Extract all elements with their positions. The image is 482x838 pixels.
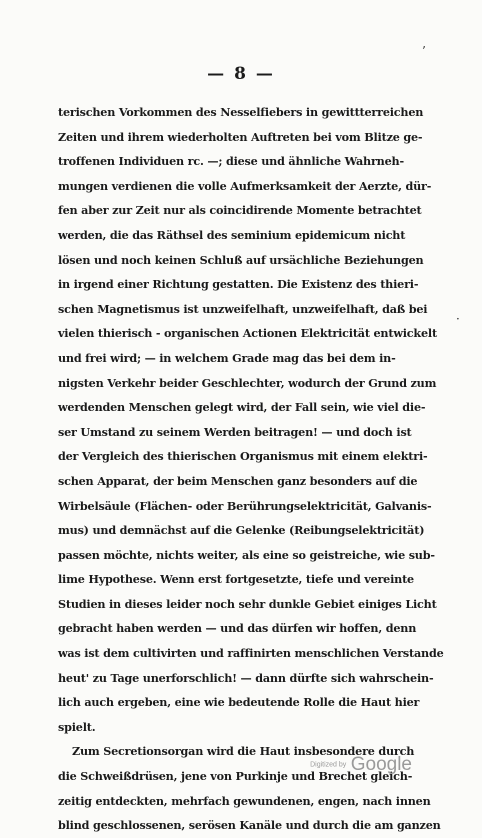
margin-mark: ’ xyxy=(422,44,426,58)
text-line: was ist dem cultivirten und raffinirten menschlichen Verstande xyxy=(58,646,444,661)
text-line: werden, die das Räthsel des seminium epidemicum nicht xyxy=(58,227,406,242)
text-line: ser Umstand zu seinem Werden beitragen! — und doch ist xyxy=(58,424,412,439)
text-line: spielt. xyxy=(58,719,96,734)
google-logo: Google xyxy=(350,754,412,775)
text-line: die Schweißdrüsen, jene von Purkinje und Brechet gleich- xyxy=(58,769,413,784)
text-line: Wirbelsäule (Flächen- oder Berührungselektricität, Galvanis- xyxy=(58,498,432,513)
text-line: Zum Secretionsorgan wird die Haut insbesondere durch xyxy=(72,744,415,759)
text-line: mungen verdienen die volle Aufmerksamkeit der Aerzte, dür- xyxy=(58,178,432,193)
text-line: gebracht haben werden — und das dürfen wir hoffen, denn xyxy=(58,621,417,636)
text-line: heut' zu Tage unerforschlich! — dann dürfte sich wahrschein- xyxy=(58,670,434,685)
text-line: zeitig entdeckten, mehrfach gewundenen, engen, nach innen xyxy=(58,793,431,808)
text-line: lich auch ergeben, eine wie bedeutende Rolle die Haut hier xyxy=(58,695,420,710)
text-line: der Vergleich des thierischen Organismus mit einem elektri- xyxy=(58,449,428,464)
digitization-watermark xyxy=(310,754,412,776)
text-line: schen Apparat, der beim Menschen ganz besonders auf die xyxy=(58,473,418,488)
text-line: Studien in dieses leider noch sehr dunkle Gebiet einiges Licht xyxy=(58,596,437,611)
text-line: schen Magnetismus ist unzweifelhaft, unzweifelhaft, daß bei xyxy=(58,301,428,316)
text-line: vielen thierisch - organischen Actionen Elektricität entwickelt xyxy=(58,326,437,341)
margin-mark: · xyxy=(456,312,460,326)
text-line: Zeiten und ihrem wiederholten Auftreten bei vom Blitze ge- xyxy=(58,129,423,144)
text-line: passen möchte, nichts weiter, als eine so geistreiche, wie sub- xyxy=(58,547,435,562)
page-number: — 8 — xyxy=(207,64,275,84)
watermark-prefix: Digitized by xyxy=(310,761,347,769)
text-line: und frei wird; — in welchem Grade mag das bei dem in- xyxy=(58,350,396,365)
text-line: blind geschlossenen, serösen Kanäle und durch die am ganzen xyxy=(58,818,441,833)
text-line: nigsten Verkehr beider Geschlechter, wodurch der Grund zum xyxy=(58,375,437,390)
text-line: werdenden Menschen gelegt wird, der Fall sein, wie viel die- xyxy=(58,400,426,415)
text-line: in irgend einer Richtung gestatten. Die Existenz des thieri- xyxy=(58,277,419,292)
text-line: mus) und demnächst auf die Gelenke (Reibungselektricität) xyxy=(58,523,425,538)
text-line: lime Hypothese. Wenn erst fortgesetzte, tiefe und vereinte xyxy=(58,572,414,587)
text-line: fen aber zur Zeit nur als coincidirende Momente betrachtet xyxy=(58,203,422,218)
text-line: terischen Vorkommen des Nesselfiebers in gewittterreichen xyxy=(58,105,424,119)
text-line: troffenen Individuen rc. —; diese und ähnliche Wahrneh- xyxy=(58,154,404,169)
text-line: lösen und noch keinen Schluß auf ursächliche Beziehungen xyxy=(58,252,424,267)
